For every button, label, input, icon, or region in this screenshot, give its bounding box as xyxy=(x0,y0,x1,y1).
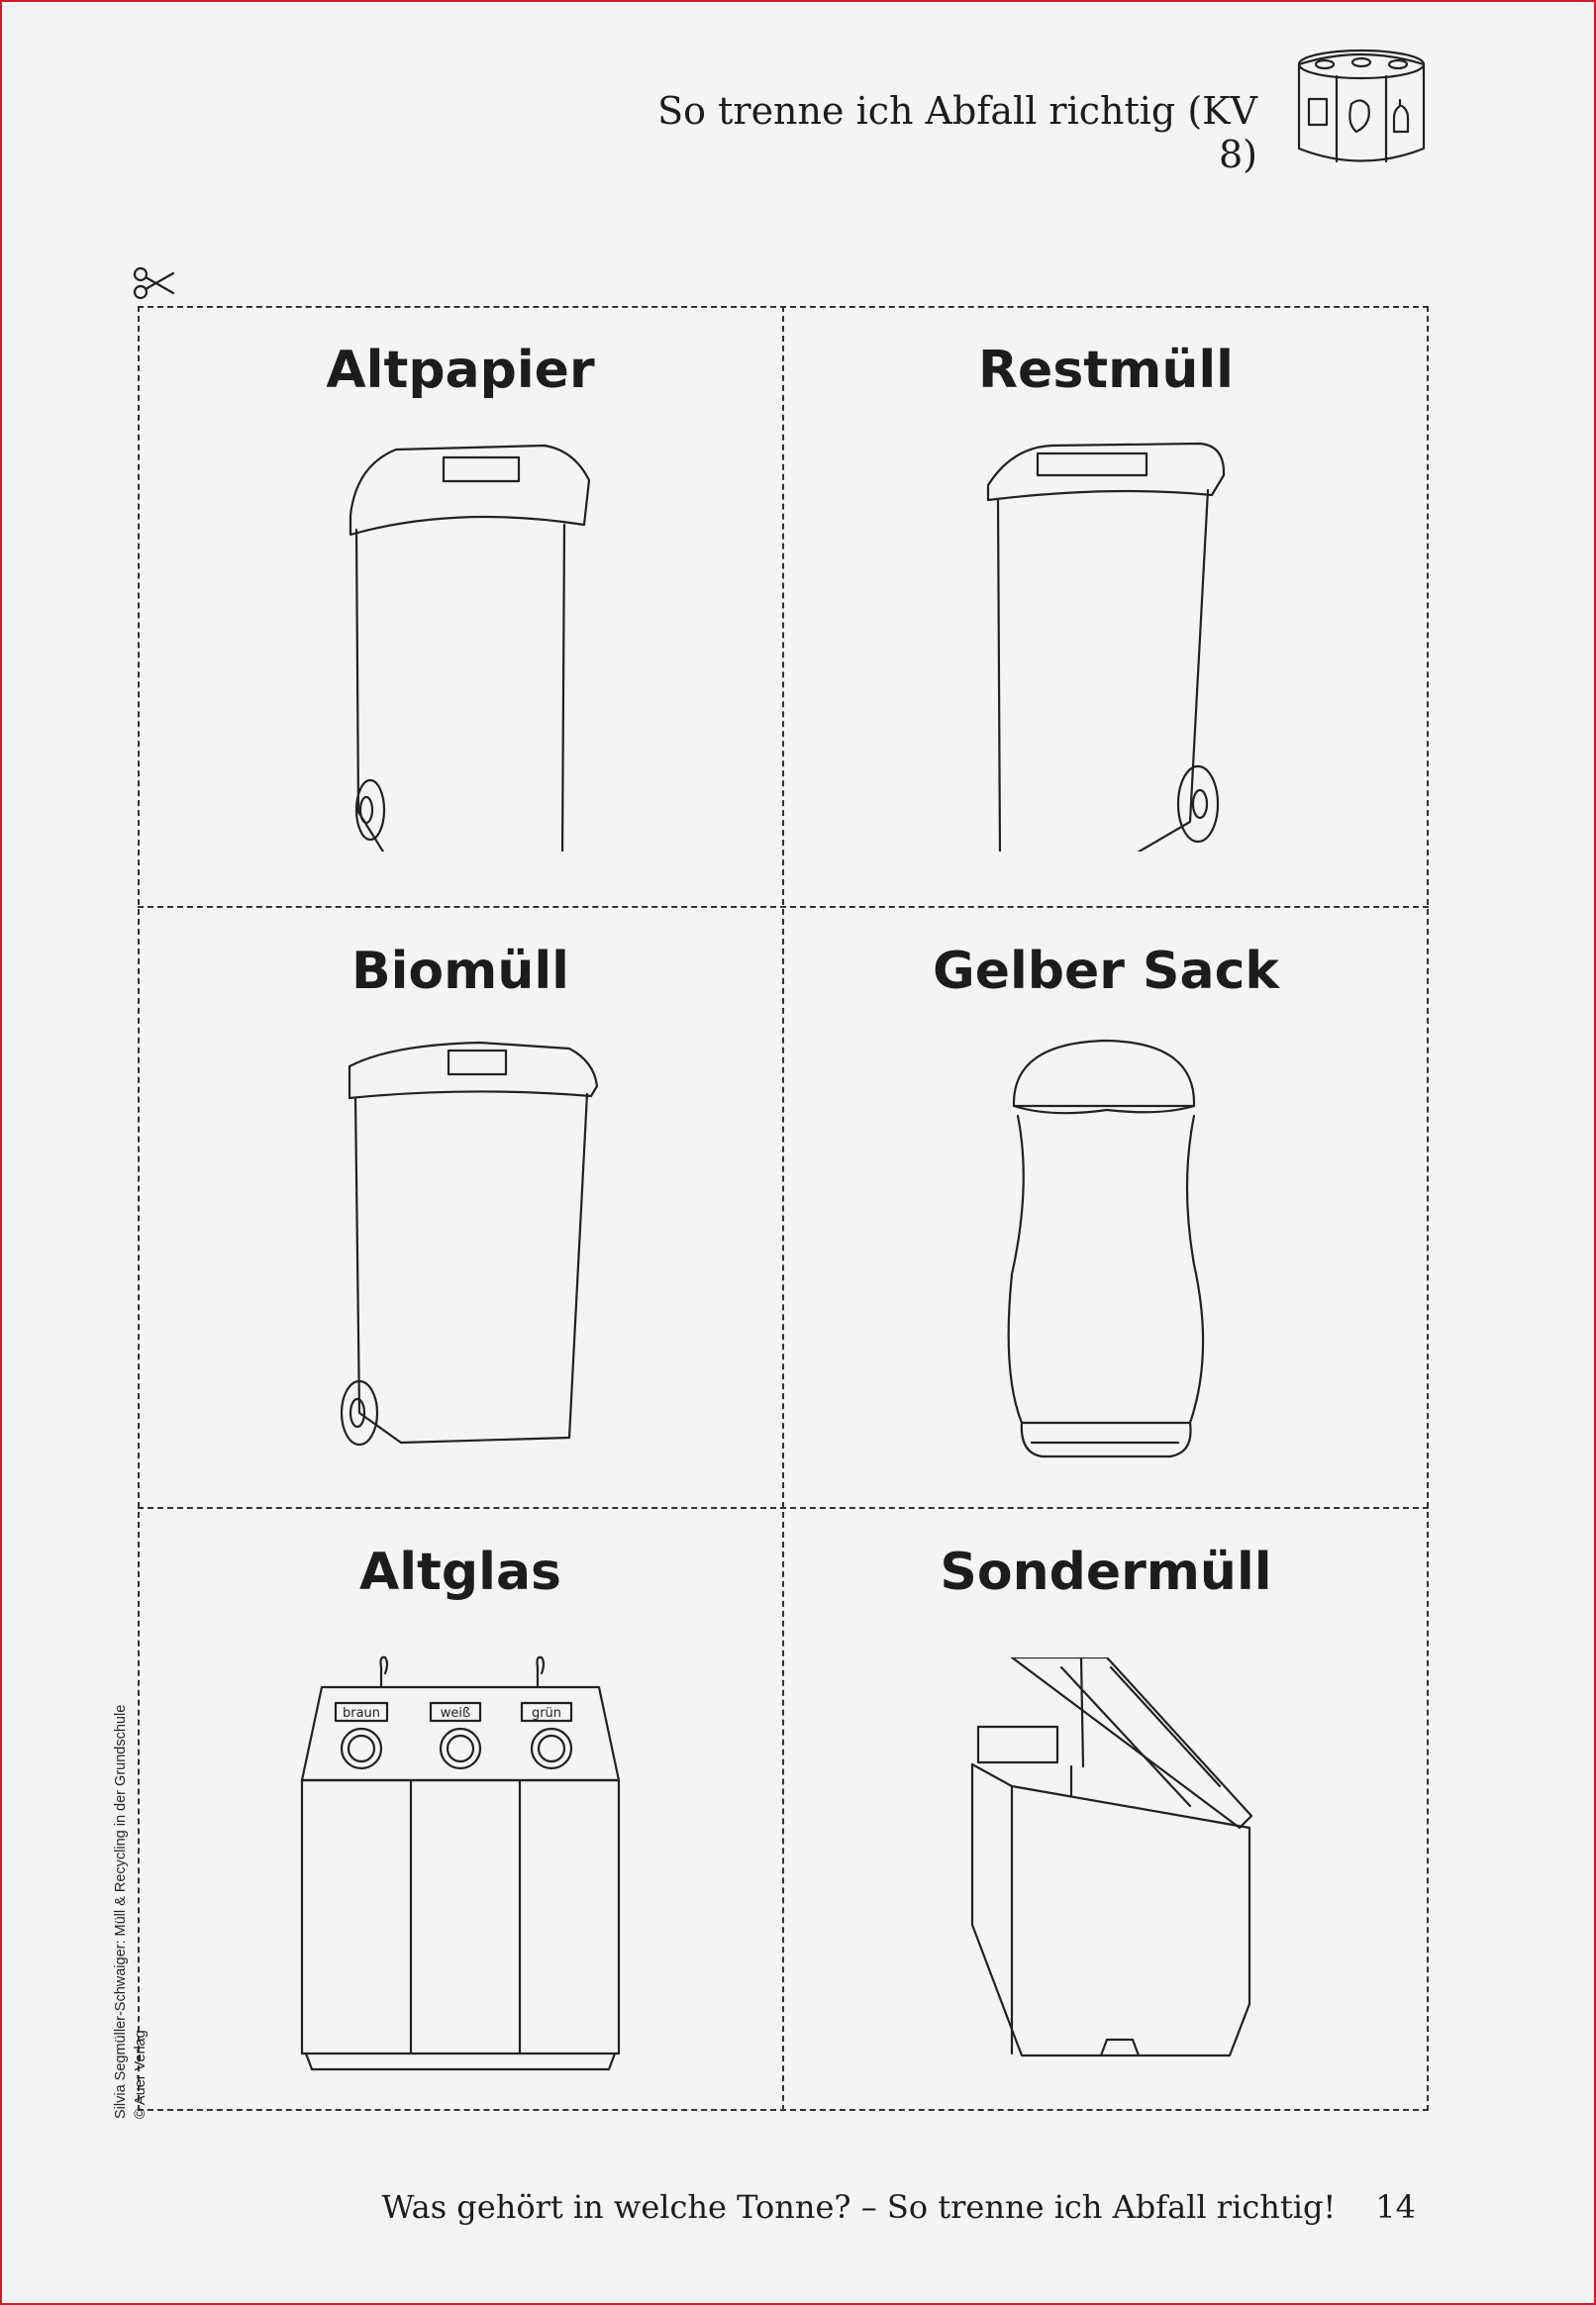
container-label-weiss: weiß xyxy=(440,1706,471,1721)
copyright-publisher-line: © Auer Verlag xyxy=(133,2030,149,2119)
card-label: Biomüll xyxy=(350,942,570,1001)
recycling-bin-logo-icon xyxy=(1287,45,1436,183)
card-sondermuell xyxy=(784,1509,1428,2109)
container-label-braun: braun xyxy=(342,1706,381,1721)
yellow-bag-stand-illustration xyxy=(992,1037,1220,1472)
scissors-icon xyxy=(132,265,177,301)
card-biomuell xyxy=(139,908,782,1508)
card-label: Sondermüll xyxy=(940,1543,1272,1602)
card-restmuell xyxy=(784,307,1428,907)
footer-text: Was gehört in welche Tonne? – So trenne ich Abfall richtig! xyxy=(381,2188,1337,2226)
card-altglas xyxy=(139,1509,782,2109)
card-gelber-sack xyxy=(784,908,1428,1508)
page-title: So trenne ich Abfall richtig (KV 8) xyxy=(657,89,1257,176)
card-label: Altglas xyxy=(358,1543,561,1602)
glass-container-illustration xyxy=(292,1648,629,2083)
container-label-gruen: grün xyxy=(531,1706,562,1721)
wheelie-bin-illustration xyxy=(337,436,594,852)
card-label: Restmüll xyxy=(978,341,1234,400)
card-altpapier xyxy=(139,307,782,907)
hazardous-waste-box-illustration xyxy=(962,1657,1259,2073)
copyright-note xyxy=(111,1705,150,2119)
card-label: Altpapier xyxy=(326,341,595,400)
wheelie-bin-illustration xyxy=(332,1037,599,1462)
page-number: 14 xyxy=(1375,2188,1416,2226)
copyright-author-line: Silvia Segmüller-Schwaiger: Müll & Recycling in der Grundschule xyxy=(113,1704,129,2119)
wheelie-bin-illustration xyxy=(982,436,1240,852)
card-label: Gelber Sack xyxy=(933,942,1279,1001)
page-footer xyxy=(376,2188,1416,2226)
